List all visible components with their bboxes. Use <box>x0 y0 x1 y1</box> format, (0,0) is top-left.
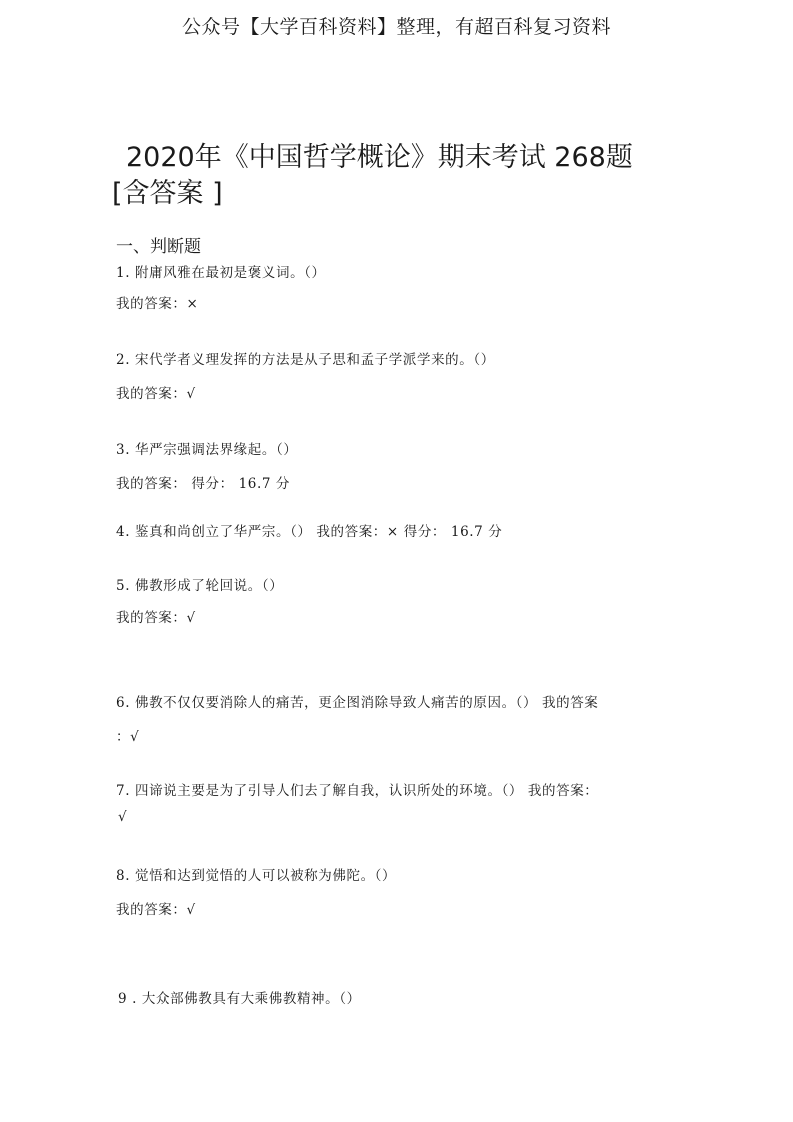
answer-6: ：√ <box>116 729 140 745</box>
question-5: 5. 佛教形成了轮回说。（） <box>116 578 284 594</box>
page-header: 公众号【大学百科资料】整理，有超百科复习资料 <box>181 16 611 38</box>
title-line-2: [含答案 ] <box>112 178 223 209</box>
document-title <box>112 140 633 212</box>
section-heading: 一、判断题 <box>116 237 201 257</box>
answer-8: 我的答案：√ <box>116 902 196 918</box>
answer-7: √ <box>118 809 128 825</box>
answer-1: 我的答案：× <box>116 296 199 312</box>
question-1: 1. 附庸风雅在最初是褒义词。（） <box>116 265 326 281</box>
question-3: 3. 华严宗强调法界缘起。（） <box>116 442 298 458</box>
answer-5: 我的答案：√ <box>116 610 196 626</box>
question-9: 9 . 大众部佛教具有大乘佛教精神。（） <box>118 991 361 1007</box>
question-2: 2. 宋代学者义理发挥的方法是从子思和孟子学派学来的。（） <box>116 352 495 368</box>
question-8: 8. 觉悟和达到觉悟的人可以被称为佛陀。（） <box>116 868 397 884</box>
question-4: 4. 鉴真和尚创立了华严宗。（） 我的答案：× 得分： 16.7 分 <box>116 524 503 540</box>
answer-3: 我的答案： 得分： 16.7 分 <box>116 476 291 492</box>
answer-2: 我的答案：√ <box>116 386 196 402</box>
question-7: 7. 四谛说主要是为了引导人们去了解自我，认识所处的环境。（） 我的答案： <box>116 783 599 799</box>
title-line-1: 2020年《中国哲学概论》期末考试 268题 <box>126 142 633 173</box>
question-6: 6. 佛教不仅仅要消除人的痛苦，更企图消除导致人痛苦的原因。（） 我的答案 <box>116 695 599 711</box>
